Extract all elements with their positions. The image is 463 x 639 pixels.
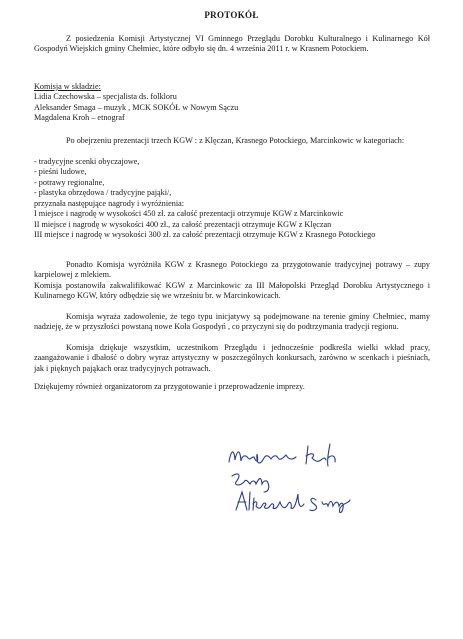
committee-member: Magdalena Kroh – etnograf	[34, 113, 125, 123]
award-item-third: III miejsce i nagrodę w wysokości 300 zł. za całość prezentacji otrzymuje KGW z Krasnego Potockiego	[34, 230, 376, 239]
thanks-participants-paragraph: Komisja dziękuje wszystkim, uczestnikom Przeglądu i jednocześnie podkreśla wielki wkład pracy, zaangażowanie i dbałość o dobry wyraz artystyczny w poszczególnych konkursach, zarówno w scenkach i pieśniach, jak i pięknych pająkach oraz tradycyjnych potrawach.	[34, 343, 430, 373]
awards-section	[34, 199, 430, 230]
intro-paragraph: Z posiedzenia Komisji Artystycznej VI Gminnego Przeglądu Dorobku Kulturalnego i Kulinarnego Kół Gospodyń Wiejskich gminy Chełmiec, które odbyło się dn. 4 września 2011 r. w Krasnem Potockiem.	[34, 34, 430, 54]
category-item: - pieśni ludowe,	[34, 167, 87, 177]
committee-section	[34, 82, 430, 124]
award-item: II miejsce i nagrodę w wysokości 400 zł., za całość prezentacji otrzymuje KGW z Klęczan	[34, 219, 332, 229]
satisfaction-paragraph: Komisja wyraża zadowolenie, że tego typu inicjatywy są podejmowane na terenie gminy Chełmiec, mamy nadzieję, że w przyszłości powstaną nowe Koła Gospodyń , co przyczyni się do podtrzymania tradycji regionu.	[34, 312, 430, 332]
award-item: I miejsce i nagrodę w wysokości 450 zł. za całość prezentacji otrzymuje KGW z Marcinkowic	[34, 209, 344, 219]
categories-list	[34, 157, 430, 199]
distinction-paragraph: Ponadto Komisja wyróżniła KGW z Krasnego Potockiego za przygotowanie tradycyjnej potrawy – zupy karpielowej z mlekiem.	[34, 260, 430, 280]
category-item: - plastyka obrzędowa / tradycyjne pająki/,	[34, 188, 172, 198]
evaluation-intro: Po obejrzeniu prezentacji trzech KGW : z Klęczan, Krasnego Potockiego, Marcinkowic w kategoriach:	[66, 136, 405, 145]
signature-aleksander-smaga	[232, 488, 362, 516]
awards-intro: przyznała następujące nagrody i wyróżnienia:	[34, 199, 185, 208]
category-item: - tradycyjne scenki obyczajowe,	[34, 157, 140, 166]
signature-magdalena-kroh	[226, 440, 346, 470]
committee-heading: Komisja w składzie:	[34, 82, 101, 91]
committee-member: Lidia Czechowska – specjalista ds. folkloru	[34, 92, 177, 102]
thanks-organizers-paragraph: Dziękujemy również organizatorom za przygotowanie i przeprowadzenie imprezy.	[34, 382, 305, 391]
document-title: PROTOKÓŁ	[204, 10, 259, 20]
qualification-paragraph: Komisja postanowiła zakwalifikować KGW z Marcinkowic za III Małopolski Przegląd Dorobku Artystycznego i Kulinarnego KGW, który odbędzie się we wrześniu br. w Marcinkowicach.	[34, 281, 430, 301]
committee-member: Aleksander Smaga – muzyk , MCK SOKÓŁ w Nowym Sączu	[34, 102, 239, 112]
category-item: - potrawy regionalne,	[34, 177, 105, 187]
